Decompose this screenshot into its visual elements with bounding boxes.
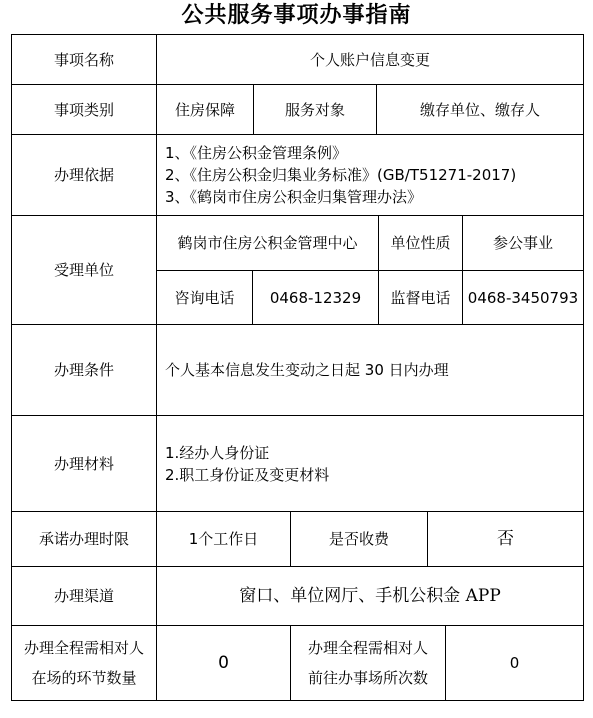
basis-item: 1、《住房公积金管理条例》 [165, 144, 348, 162]
fee-value: 否 [427, 511, 584, 567]
conditions-value: 个人基本信息发生变动之日起 30 日内办理 [156, 324, 584, 416]
presence-label-line: 在场的环节数量 [31, 669, 137, 687]
service-object-label: 服务对象 [253, 84, 377, 135]
presence-value: 0 [156, 625, 291, 701]
service-object-value: 缴存单位、缴存人 [376, 84, 584, 135]
accepting-unit-name: 鹤岗市住房公积金管理中心 [156, 215, 379, 271]
materials-list [156, 415, 584, 512]
unit-nature-label: 单位性质 [378, 215, 463, 271]
channels-value: 窗口、单位网厅、手机公积金 APP [156, 566, 584, 626]
material-item: 1.经办人身份证 [165, 443, 270, 462]
supervise-phone-value: 0468-3450793 [462, 270, 584, 325]
conditions-label: 办理条件 [11, 324, 157, 416]
accepting-unit-label: 受理单位 [11, 215, 157, 325]
visits-label-line: 前往办事场所次数 [307, 669, 428, 687]
consult-phone-label: 咨询电话 [156, 270, 253, 325]
basis-list [156, 134, 584, 216]
visits-label-line: 办理全程需相对人 [307, 639, 428, 657]
basis-item: 3、《鹤岗市住房公积金归集管理办法》 [165, 188, 423, 206]
basis-label: 办理依据 [11, 134, 157, 216]
supervise-phone-label: 监督电话 [378, 270, 463, 325]
guide-table [11, 34, 584, 701]
item-type-label: 事项类别 [11, 84, 157, 135]
item-name-value: 个人账户信息变更 [156, 34, 584, 85]
material-item: 2.职工身份证及变更材料 [165, 465, 330, 484]
item-name-label: 事项名称 [11, 34, 157, 85]
page-title: 公共服务事项办事指南 [181, 3, 412, 28]
visits-value: 0 [445, 625, 584, 701]
presence-label-line: 办理全程需相对人 [23, 639, 144, 657]
consult-phone-value: 0468-12329 [252, 270, 379, 325]
item-type-value: 住房保障 [156, 84, 254, 135]
basis-item: 2、《住房公积金归集业务标准》(GB/T51271-2017) [165, 166, 517, 184]
visits-label [290, 625, 446, 701]
time-limit-label: 承诺办理时限 [11, 511, 157, 567]
time-limit-value: 1个工作日 [156, 511, 291, 567]
unit-nature-value: 参公事业 [462, 215, 584, 271]
channels-label: 办理渠道 [11, 566, 157, 626]
materials-label: 办理材料 [11, 415, 157, 512]
fee-label: 是否收费 [290, 511, 428, 567]
presence-label [11, 625, 157, 701]
